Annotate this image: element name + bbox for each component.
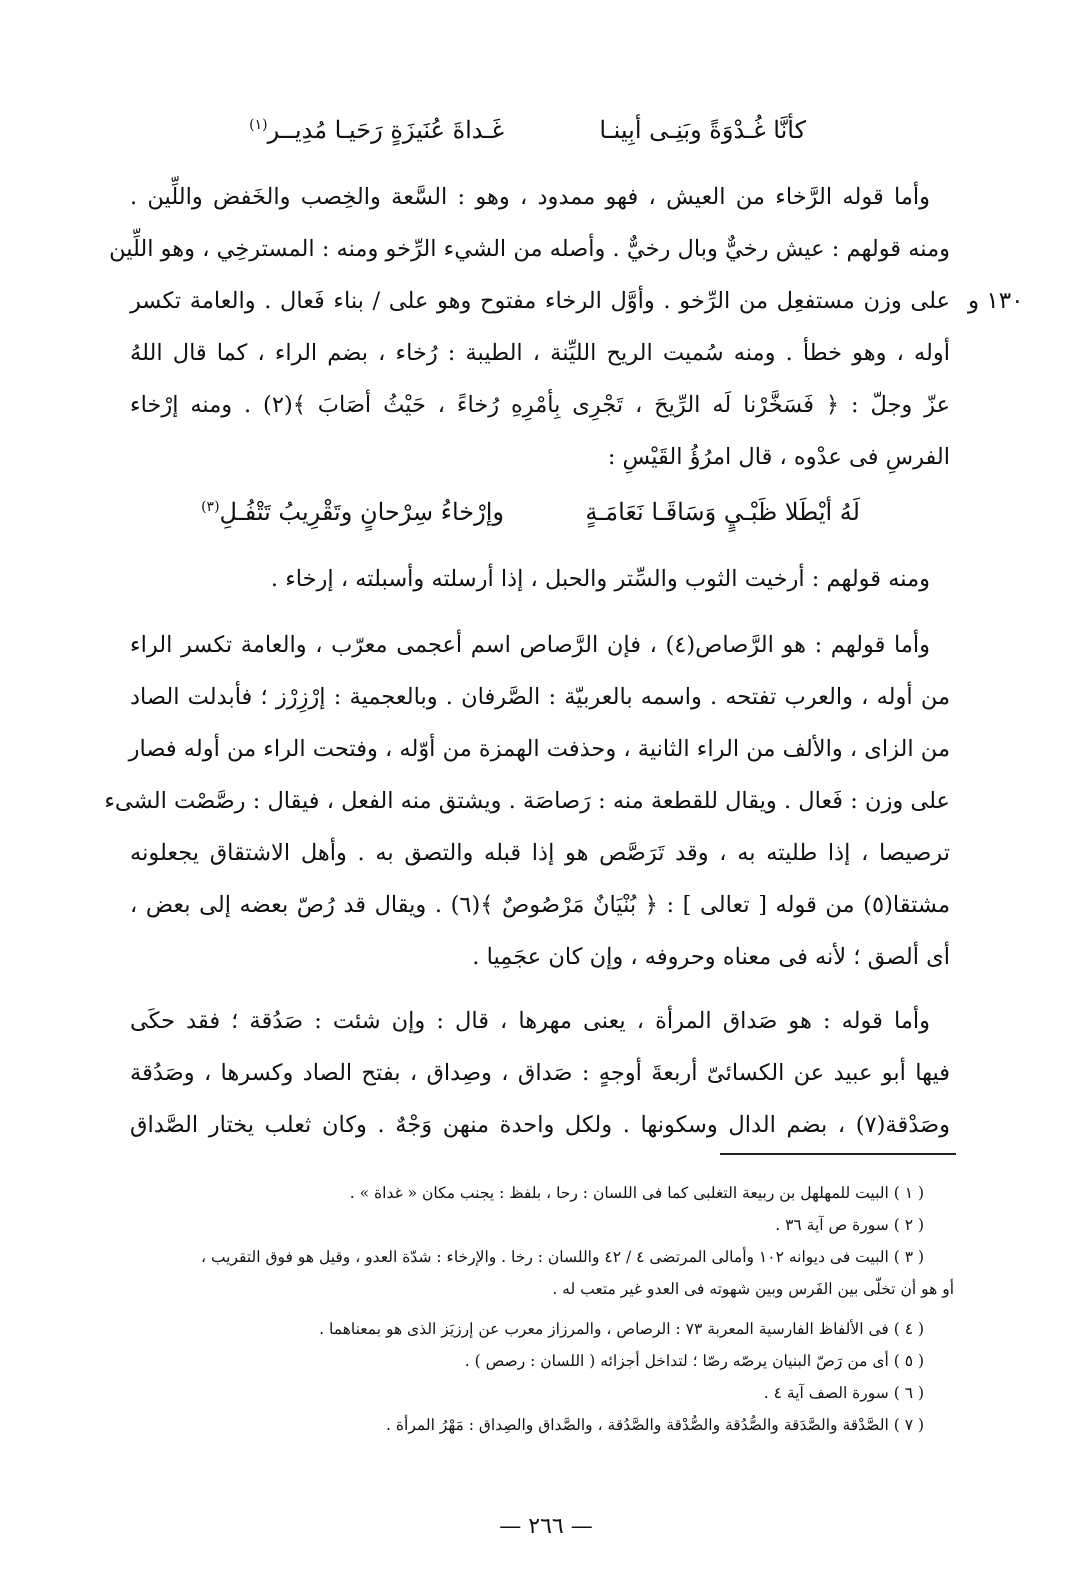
- footnote-1: ( ١ ) البيت للمهلهل بن ربيعة التغلبى كما فى اللسان : رحا ، بلفظ : يجنب مكان « غداة » .: [349, 1184, 924, 1202]
- verse-1-left-hemistich: [249, 118, 504, 142]
- footnote-3-continuation: أو هو أن تخلّى بين الفَرس وبين شهوته فى العدو غير متعب له .: [552, 1280, 954, 1298]
- text-line: من أوله ، والعرب تفتحه . واسمه بالعربيّة : الصَّرفان . وبالعجمية : إرْزِرْز ؛ فأبدلت الصاد: [130, 684, 950, 710]
- footnote-ref-1: (١): [249, 117, 268, 133]
- page-number: — ٢٦٦ —: [499, 1514, 593, 1539]
- footnote-2: ( ٢ ) سورة ص آية ٣٦ .: [775, 1216, 924, 1234]
- text-line: عزّ وجلّ : ﴿ فَسَخَّرْنا لَه الرِّيحَ ، تَجْرِى بِأمْرِهِ رُخاءً ، حَيْثُ أصَابَ ﴾(٢) . ومنه إرْخاء: [130, 392, 950, 418]
- footnote-4: ( ٤ ) فى الألفاظ الفارسية المعربة ٧٣ : الرصاص ، والمرزاز معرب عن إرزيَز الذى هو بمعناهما .: [319, 1320, 924, 1338]
- footnote-ref-3: (٣): [201, 499, 220, 515]
- text-line: ومنه قولهم : عيش رخيٌّ وبال رخيٌّ . وأصله من الشيء الرِّخو ومنه : المسترخِي ، وهو اللِّين: [109, 236, 950, 262]
- text-line: من الزاى ، والألف من الراء الثانية ، وحذفت الهمزة من أوّله ، وفتحت الراء من أوله فصار: [128, 736, 950, 762]
- verse-1-right-hemistich: كأنَّا غُـدْوَةً وبَنِـى أبِينـا: [599, 116, 806, 144]
- text-line: على وزن مستفعِل من الرِّخو . وأوَّل الرخاء مفتوح وهو على / بناء فَعال . والعامة تكسر: [130, 288, 950, 314]
- text-line: وأما قوله : هو صَداق المرأة ، يعنى مهرها ، قال : وإن شئت : صَدُقة ؛ فقد حكَى: [130, 1008, 930, 1034]
- manuscript-folio-note: ١٣٠ و: [968, 288, 1024, 314]
- footnote-7: ( ٧ ) الصَّدْقة والصَّدَقة والصُّدُقة والصُّدْقة والصَّدُقة ، والصَّداق والصِداق : مَهْرُ المرأة .: [386, 1416, 924, 1434]
- footnote-5: ( ٥ ) أى من رَصّ البنيان يرصّه رصّا ؛ لتداخل أجزائه ( اللسان : رصص ) .: [464, 1352, 924, 1370]
- text-line: وأما قوله الرَّخاء من العيش ، فهو ممدود ، وهو : السَّعة والخِصب والخَفض واللِّين .: [130, 184, 930, 210]
- verse-2-left-hemistich: [201, 500, 504, 524]
- text-line: مشتقا(٥) من قوله [ تعالى ] : ﴿ بُنْيَانٌ مَرْصُوصٌ ﴾(٦) . ويقال قد رُصّ بعضه إلى بعض ،: [130, 892, 950, 918]
- verse-2-left-text: وإرْخاءُ سِرْحانٍ وتَقْرِيبُ تَتْفُـلِ: [219, 498, 504, 526]
- text-line: أى ألصق ؛ لأنه فى معناه وحروفه ، وإن كان عجَمِيا .: [472, 944, 950, 970]
- text-line: الفرسِ فى عدْوه ، قال امرُؤُ القَيْسِ :: [607, 444, 950, 470]
- verse-2-right-hemistich: لَهُ أيْطَلا ظَبْـيٍ وَسَاقَـا نَعَامَـةٍ: [585, 498, 860, 526]
- text-line: فيها أبو عبيد عن الكسائىّ أربعةَ أوجهٍ : صَداق ، وصِداق ، بفتح الصاد وكسرها ، وصَدُقة: [130, 1060, 950, 1086]
- text-line: على وزن : فَعال . ويقال للقطعة منه : رَصاصَة . ويشتق منه الفعل ، فيقال : رصَّصْت الشىء: [104, 788, 950, 814]
- footnote-separator: [720, 1153, 956, 1155]
- footnote-3: ( ٣ ) البيت فى ديوانه ١٠٢ وأمالى المرتضى ٤ / ٤٢ واللسان : رخا . والإرخاء : شدّة العدو ، وقيل هو فوق التقريب ،: [201, 1248, 924, 1266]
- text-line: ومنه قولهم : أرخيت الثوب والسِّتر والحبل ، إذا أرسلته وأسبلته ، إرخاء .: [270, 566, 930, 592]
- text-line: وأما قولهم : هو الرَّصاص(٤) ، فإن الرَّصاص اسم أعجمى معرّب ، والعامة تكسر الراء: [130, 632, 931, 658]
- footnote-6: ( ٦ ) سورة الصف آية ٤ .: [763, 1384, 924, 1402]
- text-line: ترصيصا ، إذا طليته به ، وقد تَرَصَّص هو إذا قبله والتصق به . وأهل الاشتقاق يجعلونه: [130, 840, 950, 866]
- text-line: أوله ، وهو خطأ . ومنه سُميت الريح الليِّنة ، الطيبة : رُخاء ، بضم الراء ، كما قال اللهُ: [130, 340, 950, 366]
- verse-1-left-text: غَـداةَ عُنَيزَةٍ رَحَيـا مُدِيــر: [267, 116, 504, 144]
- text-line: وصَدْقة(٧) ، بضم الدال وسكونها . ولكل واحدة منهن وَجْهٌ . وكان ثعلب يختار الصَّداق: [130, 1112, 950, 1138]
